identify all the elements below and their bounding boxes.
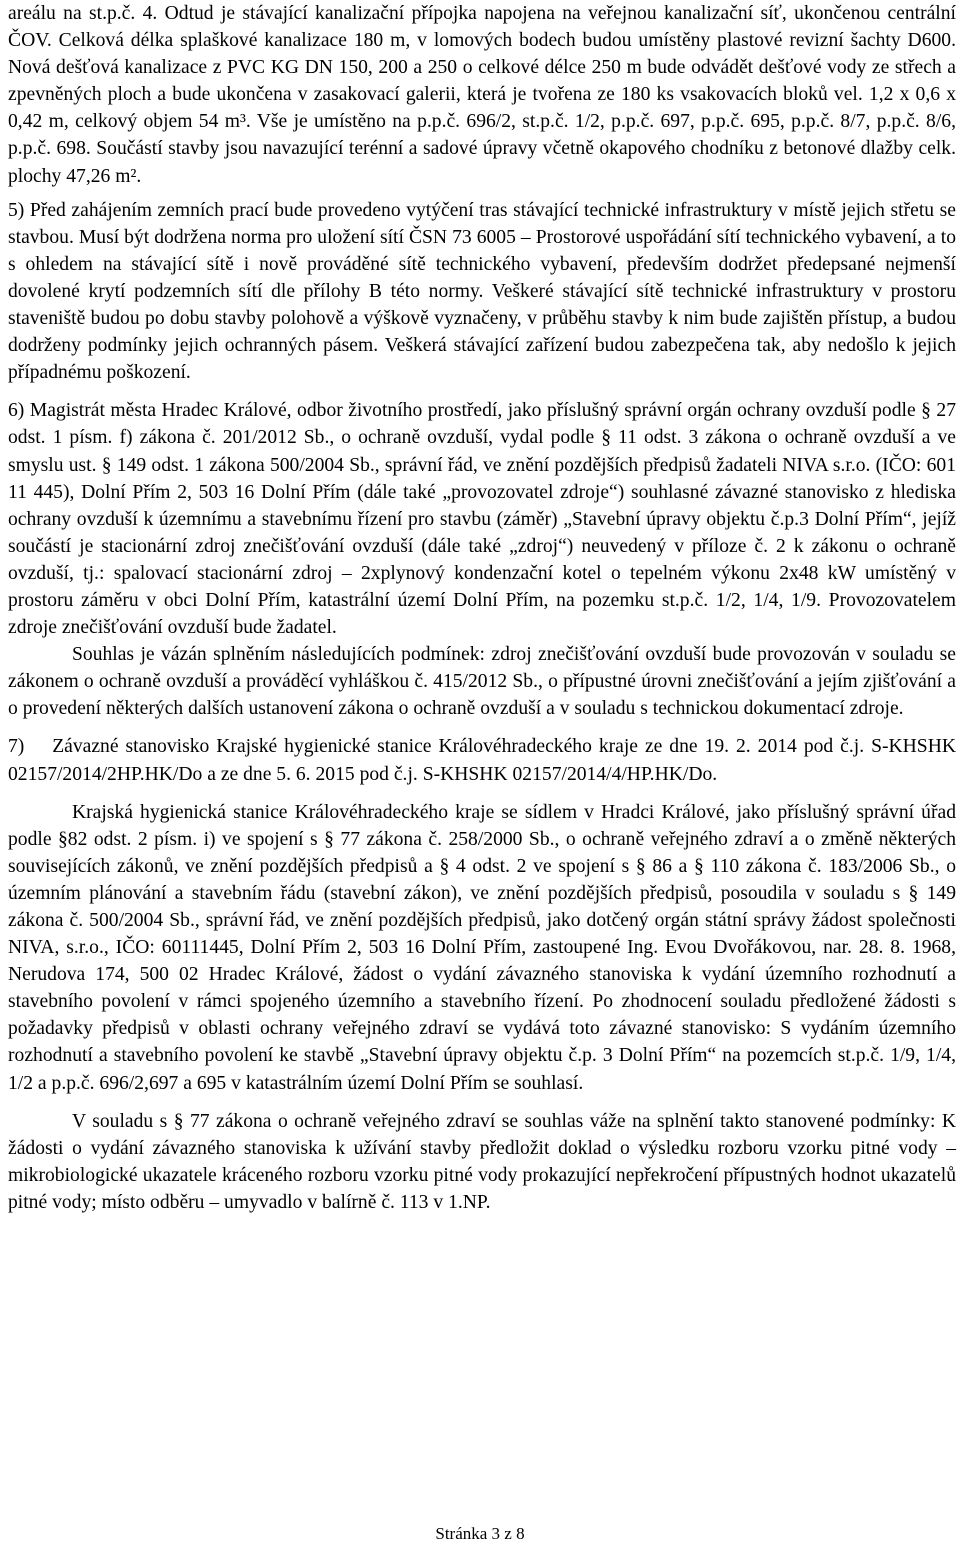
paragraph-7 — [8, 733, 956, 787]
document-body — [8, 0, 956, 1216]
paragraph-number: 7) — [8, 736, 25, 758]
paragraph-number: 5) — [8, 199, 25, 221]
paragraph-7-hygiene: Krajská hygienická stanice Královéhradeckého kraje se sídlem v Hradci Králové, jako příslušný správní úřad podle §82 odst. 2 písm. i) ve spojení s § 77 zákona č. 258/2000 Sb., o ochraně veřejného zdraví a o změně některých souvisejících zákonů, ve znění pozdějších předpisů a § 4 odst. 2 ve spojení s § 86 a § 110 zákona č. 183/2006 Sb., o územním plánování a stavebním řádu (stavební zákon), ve znění pozdějších předpisů, posoudila v souladu s § 149 zákona č. 500/2004 Sb., správní řád, ve znění pozdějších předpisů, jako dotčený orgán státní správy žádost společnosti NIVA, s.r.o., IČO: 60111445, Dolní Přím 2, 503 16 Dolní Přím, zastoupené Ing. Evou Dvořákovou, nar. 28. 8. 1968, Nerudova 174, 500 02 Hradec Králové, žádost o vydání závazného stanoviska k vydání územního rozhodnutí a stavebního povolení v rámci spojeného územního a stavebního řízení. Po zhodnocení souladu předložené žádosti s požadavky předpisů v oblasti ochrany veřejného zdraví se vydává toto závazné stanovisko: S vydáním územního rozhodnutí a stavebního povolení ke stavbě „Stavební úpravy objektu č.p. 3 Dolní Přím“ na pozemcích st.p.č. 1/9, 1/4, 1/2 a p.p.č. 696/2,697 a 695 v katastrálním území Dolní Přím se souhlasí. — [8, 801, 956, 1094]
paragraph-text: Závazné stanovisko Krajské hygienické stanice Královéhradeckého kraje ze dne 19. 2. 2014 pod č.j. S-KHSHK 02157/2014/2HP.HK/Do a ze dne 5. 6. 2015 pod č.j. S-KHSHK 02157/2014/4/HP.HK/Do. — [8, 736, 956, 785]
paragraph-5 — [8, 197, 956, 387]
paragraph-text: Před zahájením zemních prací bude provedeno vytýčení tras stávající technické infrastruktury v místě jejich střetu se stavbou. Musí být dodržena norma pro uložení sítí ČSN 73 6005 – Prostorové uspořádání sítí technického vybavení, a to s ohledem na stávající sítě i nově prováděné sítě technického vybavení, především dodržet předepsané nejmenší dovolené krytí podzemních sítí dle přílohy B této normy. Veškeré stávající sítě technické infrastruktury v prostoru staveniště budou po dobu stavby polohově a výškově vyznačeny, v průběhu stavby k nim bude zajištěn přístup, a budou dodrženy podmínky jejich ochranných pásem. Veškerá stávající zařízení budou zabezpečena tak, aby nedošlo k jejich případnému poškození. — [8, 199, 956, 384]
page-footer: Stránka 3 z 8 — [435, 1524, 525, 1543]
paragraph-text: Magistrát města Hradec Králové, odbor životního prostředí, jako příslušný správní orgán ochrany ovzduší podle § 27 odst. 1 písm. f) zákona č. 201/2012 Sb., o ochraně ovzduší, vydal podle § 11 odst. 3 zákona o ochraně ovzduší a ve smyslu ust. § 149 odst. 1 zákona 500/2004 Sb., správní řád, ve znění pozdějších předpisů žadateli NIVA s.r.o. (IČO: 601 11 445), Dolní Přím 2, 503 16 Dolní Přím (dále také „provozovatel zdroje“) souhlasné závazné stanovisko z hlediska ochrany ovzduší k územnímu a stavebnímu řízení pro stavbu (záměr) „Stavební úpravy objektu č.p.3 Dolní Přím“, jejíž součástí je stacionární zdroj znečišťování ovzduší (dále také „zdroj“) neuvedený v příloze č. 2 k zákonu o ochraně ovzduší, tj.: spalovací stacionární zdroj – 2xplynový kondenzační kotel o tepelném výkonu 2x48 kW umístěný v prostoru záměru v obci Dolní Přím, katastrální území Dolní Přím, na pozemku st.p.č. 1/2, 1/4, 1/9. Provozovatelem zdroje znečišťování ovzduší bude žadatel. — [8, 400, 956, 639]
paragraph-7-condition: V souladu s § 77 zákona o ochraně veřejného zdraví se souhlas váže na splnění takto stanovené podmínky: K žádosti o vydání závazného stanoviska k užívání stavby předložit doklad o výsledku rozboru vzorku pitné vody – mikrobiologické ukazatele kráceného rozboru vzorku pitné vody prokazující nepřekročení přípustných hodnot ukazatelů pitné vody; místo odběru – umyvadlo v balírně č. 113 v 1.NP. — [8, 1110, 956, 1213]
paragraph-6 — [8, 397, 956, 641]
paragraph-number: 6) — [8, 400, 25, 422]
paragraph-6-condition: Souhlas je vázán splněním následujících podmínek: zdroj znečišťování ovzduší bude provozován v souladu se zákonem o ochraně ovzduší a prováděcí vyhláškou č. 415/2012 Sb., o přípustné úrovni znečišťování a jejím zjišťování a o provedení některých dalších ustanovení zákona o ochraně ovzduší a v souladu s technickou dokumentací zdroje. — [8, 644, 956, 720]
paragraph-intro: areálu na st.p.č. 4. Odtud je stávající kanalizační přípojka napojena na veřejnou kanalizační síť, ukončenou centrální ČOV. Celková délka splaškové kanalizace 180 m, v lomových bodech budou umístěny plastové revizní šachty D600. Nová dešťová kanalizace z PVC KG DN 150, 200 a 250 o celkové délce 250 m bude odvádět dešťové vody ze střech a zpevněných ploch a bude ukončena v zasakovací galerii, která je tvořena ze 180 ks vsakovacích bloků vel. 1,2 x 0,6 x 0,42 m, celkový objem 54 m³. Vše je umístěno na p.p.č. 696/2, st.p.č. 1/2, p.p.č. 697, p.p.č. 695, p.p.č. 8/7, p.p.č. 8/6, p.p.č. 698. Součástí stavby jsou navazující terénní a sadové úpravy včetně okapového chodníku z betonové dlažby celk. plochy 47,26 m². — [8, 3, 956, 187]
